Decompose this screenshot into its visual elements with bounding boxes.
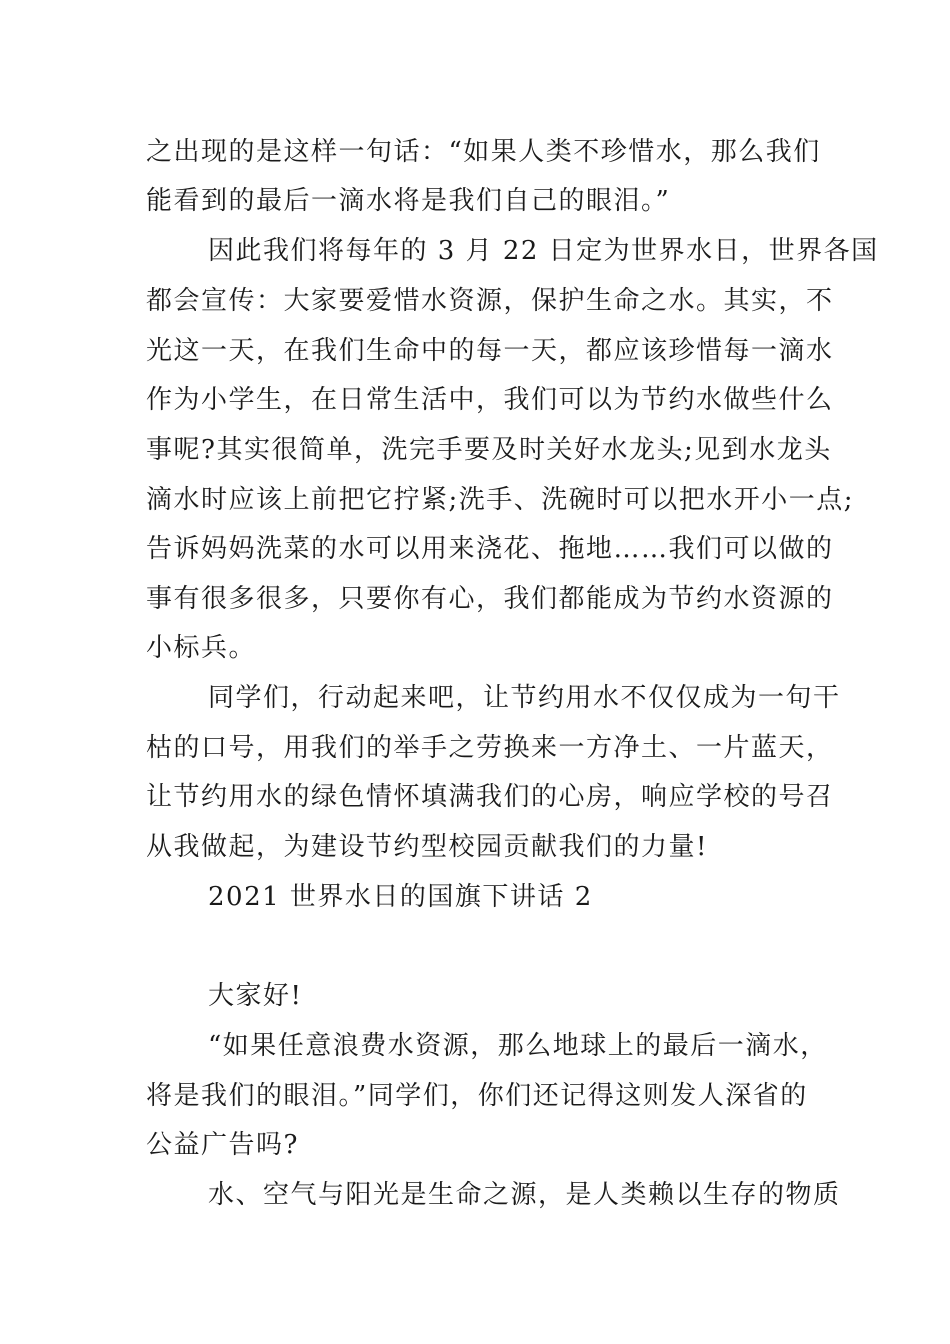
text-line: 公益广告吗? [146,1130,299,1160]
text-line: 都会宣传：大家要爱惜水资源，保护生命之水。其实，不 [146,286,834,316]
text-line: 作为小学生，在日常生活中，我们可以为节约水做些什么 [146,385,834,415]
text-line: 能看到的最后一滴水将是我们自己的眼泪。” [146,186,671,216]
paragraph-start-line: 因此我们将每年的 3 月 22 日定为世界水日，世界各国 [208,236,879,266]
paragraph-start-line: “如果任意浪费水资源，那么地球上的最后一滴水， [208,1031,828,1061]
text-line: 将是我们的眼泪。”同学们，你们还记得这则发人深省的 [146,1081,808,1111]
text-line: 之出现的是这样一句话：“如果人类不珍惜水，那么我们 [146,137,821,167]
text-line: 枯的口号，用我们的举手之劳换来一方净土、一片蓝天， [146,733,834,763]
text-line: 事有很多很多，只要你有心，我们都能成为节约水资源的 [146,584,834,614]
text-line: 小标兵。 [146,633,257,663]
section-title: 2021 世界水日的国旗下讲话 2 [208,882,593,912]
text-line: 告诉妈妈洗菜的水可以用来浇花、拖地……我们可以做的 [146,534,834,564]
text-line: 光这一天，在我们生命中的每一天，都应该珍惜每一滴水 [146,336,834,366]
text-line: 滴水时应该上前把它拧紧;洗手、洗碗时可以把水开小一点; [146,485,855,515]
paragraph-start-line: 水、空气与阳光是生命之源，是人类赖以生存的物质 [208,1180,841,1210]
greeting-line: 大家好! [208,981,303,1011]
paragraph-start-line: 同学们，行动起来吧，让节约用水不仅仅成为一句干 [208,683,841,713]
text-line: 让节约用水的绿色情怀填满我们的心房，响应学校的号召 [146,782,834,812]
text-line: 事呢?其实很简单，洗完手要及时关好水龙头;见到水龙头 [146,435,832,465]
text-line: 从我做起，为建设节约型校园贡献我们的力量! [146,832,708,862]
